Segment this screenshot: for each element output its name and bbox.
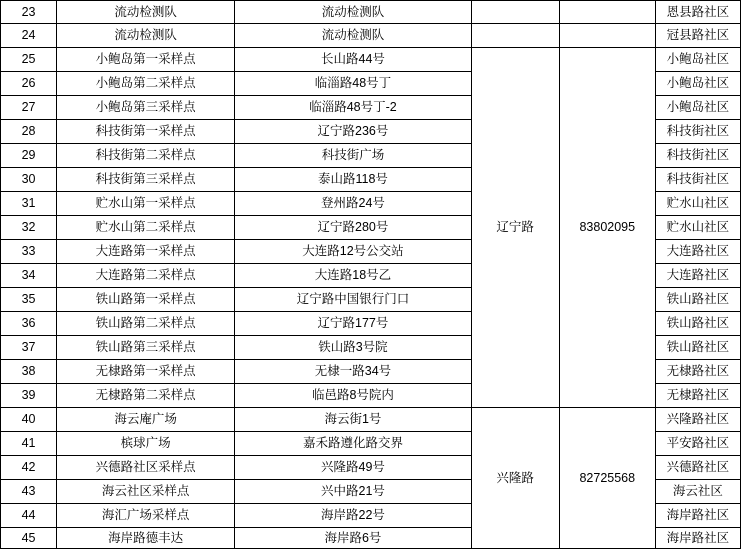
cell-name: 大连路第二采样点 [57, 264, 235, 288]
cell-address: 流动检测队 [235, 24, 471, 48]
cell-no: 25 [1, 48, 57, 72]
cell-no: 27 [1, 96, 57, 120]
cell-community: 科技街社区 [655, 168, 740, 192]
cell-phone-group: 83802095 [559, 48, 655, 408]
cell-community: 铁山路社区 [655, 336, 740, 360]
cell-address: 辽宁路280号 [235, 216, 471, 240]
cell-road [471, 24, 559, 48]
cell-name: 贮水山第一采样点 [57, 192, 235, 216]
cell-no: 26 [1, 72, 57, 96]
cell-address: 铁山路3号院 [235, 336, 471, 360]
cell-address: 辽宁路中国银行门口 [235, 288, 471, 312]
cell-community: 铁山路社区 [655, 288, 740, 312]
table-row [1, 408, 741, 432]
cell-address: 临淄路48号丁-2 [235, 96, 471, 120]
cell-name: 大连路第一采样点 [57, 240, 235, 264]
cell-community: 小鲍岛社区 [655, 72, 740, 96]
cell-name: 海云社区采样点 [57, 480, 235, 504]
cell-name: 兴德路社区采样点 [57, 456, 235, 480]
cell-name: 小鲍岛第三采样点 [57, 96, 235, 120]
cell-community: 海云社区 [655, 480, 740, 504]
cell-name: 贮水山第二采样点 [57, 216, 235, 240]
cell-community: 平安路社区 [655, 432, 740, 456]
cell-no: 29 [1, 144, 57, 168]
cell-no: 23 [1, 1, 57, 24]
cell-no: 31 [1, 192, 57, 216]
cell-address: 大连路18号乙 [235, 264, 471, 288]
cell-name: 铁山路第二采样点 [57, 312, 235, 336]
cell-name: 科技街第二采样点 [57, 144, 235, 168]
cell-no: 34 [1, 264, 57, 288]
cell-no: 35 [1, 288, 57, 312]
cell-address: 长山路44号 [235, 48, 471, 72]
cell-community: 铁山路社区 [655, 312, 740, 336]
cell-community: 贮水山社区 [655, 216, 740, 240]
cell-address: 海岸路6号 [235, 528, 471, 549]
cell-community: 海岸路社区 [655, 528, 740, 549]
cell-community: 大连路社区 [655, 264, 740, 288]
cell-address: 无棣一路34号 [235, 360, 471, 384]
cell-no: 39 [1, 384, 57, 408]
cell-name: 海云庵广场 [57, 408, 235, 432]
cell-community: 科技街社区 [655, 120, 740, 144]
cell-name: 海汇广场采样点 [57, 504, 235, 528]
cell-no: 37 [1, 336, 57, 360]
cell-community: 恩县路社区 [655, 1, 740, 24]
table-row [1, 24, 741, 48]
cell-road-group: 兴隆路 [471, 408, 559, 549]
cell-phone-group: 82725568 [559, 408, 655, 549]
cell-no: 28 [1, 120, 57, 144]
cell-address: 海岸路22号 [235, 504, 471, 528]
cell-no: 44 [1, 504, 57, 528]
cell-community: 兴隆路社区 [655, 408, 740, 432]
cell-name: 铁山路第三采样点 [57, 336, 235, 360]
cell-community: 小鲍岛社区 [655, 48, 740, 72]
cell-phone [559, 24, 655, 48]
cell-no: 45 [1, 528, 57, 549]
cell-community: 小鲍岛社区 [655, 96, 740, 120]
table-row [1, 48, 741, 72]
cell-name: 流动检测队 [57, 1, 235, 24]
cell-no: 33 [1, 240, 57, 264]
cell-address: 兴中路21号 [235, 480, 471, 504]
cell-community: 贮水山社区 [655, 192, 740, 216]
cell-community: 无棣路社区 [655, 360, 740, 384]
cell-name: 铁山路第一采样点 [57, 288, 235, 312]
cell-community: 大连路社区 [655, 240, 740, 264]
cell-address: 嘉禾路遵化路交界 [235, 432, 471, 456]
cell-address: 辽宁路236号 [235, 120, 471, 144]
cell-no: 36 [1, 312, 57, 336]
table-row [1, 1, 741, 24]
cell-no: 43 [1, 480, 57, 504]
cell-address: 大连路12号公交站 [235, 240, 471, 264]
cell-address: 流动检测队 [235, 1, 471, 24]
cell-phone [559, 1, 655, 24]
cell-name: 无棣路第二采样点 [57, 384, 235, 408]
cell-community: 海岸路社区 [655, 504, 740, 528]
cell-name: 流动检测队 [57, 24, 235, 48]
cell-road-group: 辽宁路 [471, 48, 559, 408]
cell-name: 科技街第三采样点 [57, 168, 235, 192]
cell-no: 42 [1, 456, 57, 480]
cell-name: 无棣路第一采样点 [57, 360, 235, 384]
cell-address: 临邑路8号院内 [235, 384, 471, 408]
cell-no: 40 [1, 408, 57, 432]
cell-community: 科技街社区 [655, 144, 740, 168]
cell-name: 科技街第一采样点 [57, 120, 235, 144]
cell-name: 槟球广场 [57, 432, 235, 456]
cell-road [471, 1, 559, 24]
cell-address: 辽宁路177号 [235, 312, 471, 336]
cell-name: 小鲍岛第二采样点 [57, 72, 235, 96]
cell-address: 科技街广场 [235, 144, 471, 168]
cell-community: 兴德路社区 [655, 456, 740, 480]
cell-address: 登州路24号 [235, 192, 471, 216]
cell-no: 30 [1, 168, 57, 192]
cell-address: 泰山路118号 [235, 168, 471, 192]
cell-community: 无棣路社区 [655, 384, 740, 408]
cell-no: 24 [1, 24, 57, 48]
cell-no: 32 [1, 216, 57, 240]
cell-address: 海云街1号 [235, 408, 471, 432]
cell-name: 小鲍岛第一采样点 [57, 48, 235, 72]
cell-address: 临淄路48号丁 [235, 72, 471, 96]
cell-address: 兴隆路49号 [235, 456, 471, 480]
cell-community: 冠县路社区 [655, 24, 740, 48]
cell-name: 海岸路德丰达 [57, 528, 235, 549]
cell-no: 41 [1, 432, 57, 456]
cell-no: 38 [1, 360, 57, 384]
